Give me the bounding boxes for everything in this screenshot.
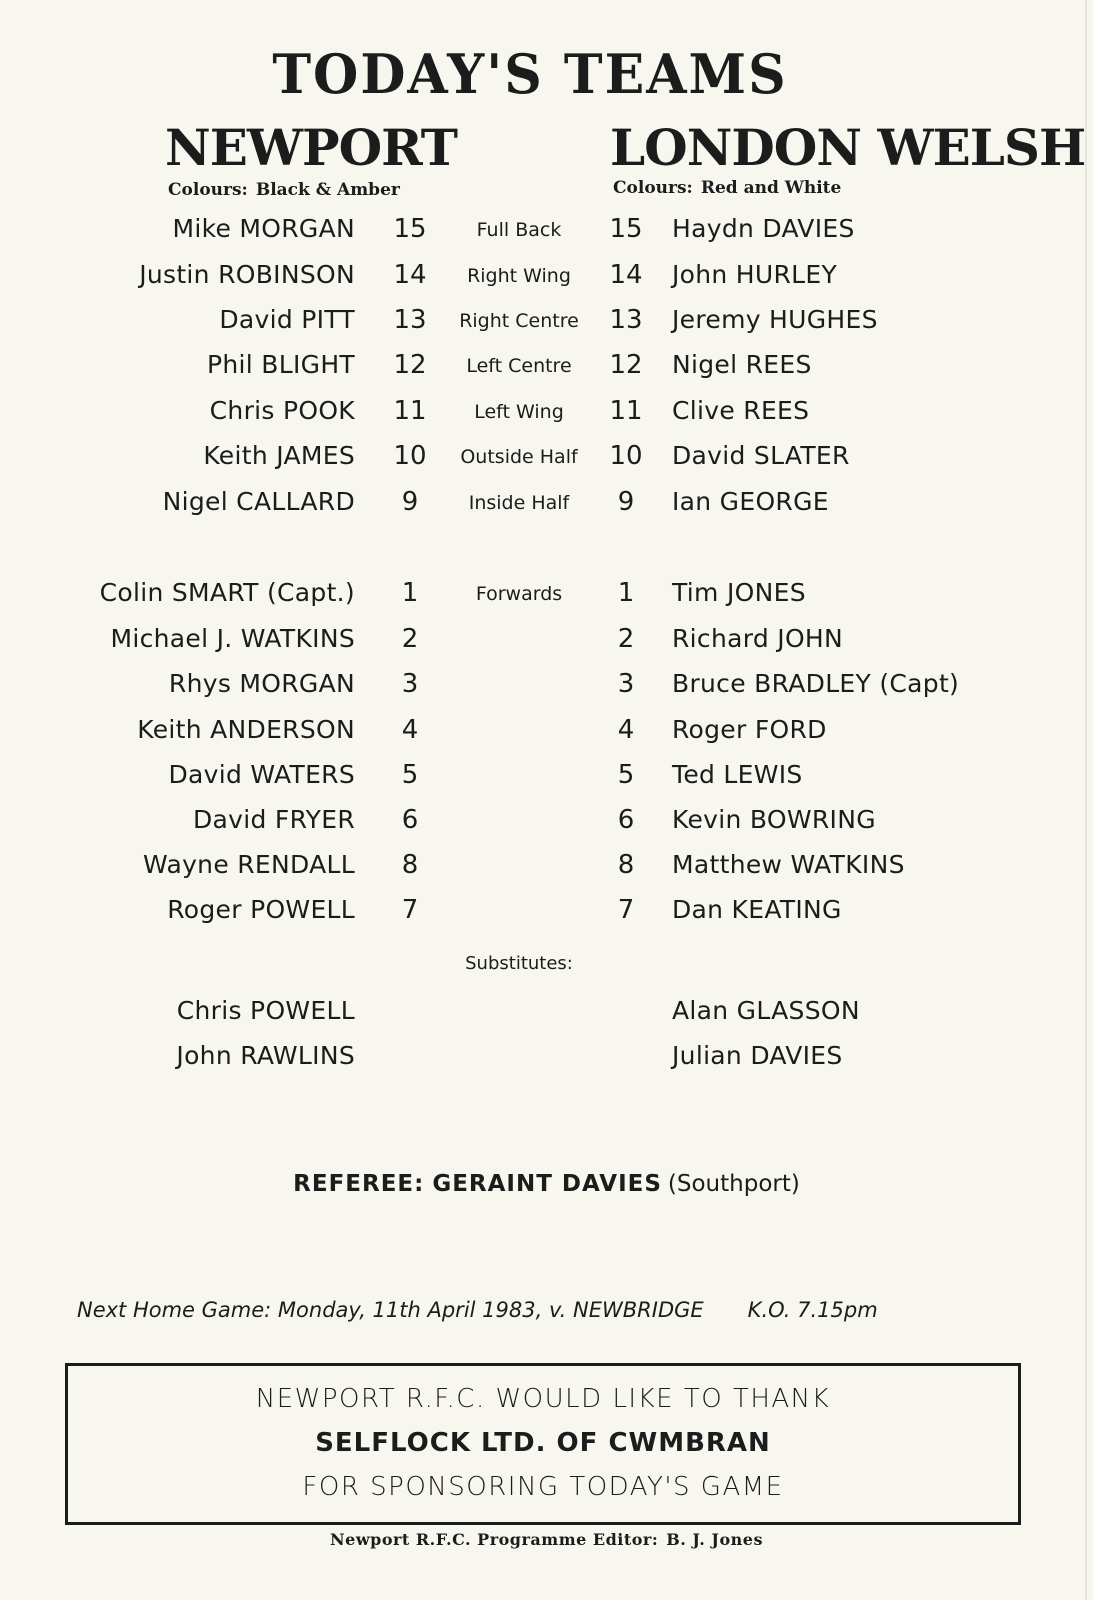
away-shirt-number: 15	[609, 214, 643, 244]
substitutes-label: Substitutes:	[465, 953, 573, 974]
referee-place: (Southport)	[667, 1171, 800, 1197]
away-player: John HURLEY	[672, 260, 838, 289]
away-player: Haydn DAVIES	[672, 214, 855, 243]
away-shirt-number: 8	[617, 850, 635, 880]
home-shirt-number: 7	[401, 895, 419, 925]
home-shirt-number: 14	[393, 260, 427, 290]
away-colours-label: Colours:	[613, 178, 693, 198]
away-shirt-number: 13	[609, 305, 643, 335]
home-shirt-number: 1	[401, 578, 419, 608]
home-team-colours	[168, 180, 400, 200]
away-substitute: Alan GLASSON	[672, 996, 860, 1025]
sponsor-line-1: NEWPORT R.F.C. WOULD LIKE TO THANK	[255, 1384, 831, 1414]
home-player: Michael J. WATKINS	[110, 624, 355, 653]
sponsor-line-3: FOR SPONSORING TODAY'S GAME	[302, 1472, 784, 1502]
referee-name: GERAINT DAVIES	[432, 1171, 662, 1197]
away-shirt-number: 11	[609, 396, 643, 426]
lineup-row-backs-1	[0, 260, 1093, 300]
kick-off-time: K.O. 7.15pm	[747, 1298, 878, 1322]
home-player: Justin ROBINSON	[139, 260, 355, 289]
home-player: David FRYER	[192, 805, 355, 834]
home-substitute: Chris POWELL	[176, 996, 355, 1025]
substitutes-row-1	[0, 1041, 1093, 1081]
sponsor-name: SELFLOCK LTD. OF CWMBRAN	[315, 1428, 771, 1458]
home-player: Keith ANDERSON	[137, 715, 355, 744]
lineup-row-forwards-2	[0, 669, 1093, 709]
lineup-row-backs-5	[0, 441, 1093, 481]
away-player: Ted LEWIS	[672, 760, 803, 789]
lineup-row-backs-6	[0, 487, 1093, 527]
lineup-row-forwards-1	[0, 624, 1093, 664]
home-shirt-number: 12	[393, 350, 427, 380]
away-shirt-number: 4	[617, 715, 635, 745]
away-player: Ian GEORGE	[672, 487, 829, 516]
editor-label: Newport R.F.C. Programme Editor:	[330, 1530, 659, 1549]
lineup-row-forwards-6	[0, 850, 1093, 890]
away-team-colours	[613, 178, 841, 198]
programme-editor	[0, 1530, 1093, 1549]
away-player: Dan KEATING	[672, 895, 842, 924]
next-game-text: Next Home Game: Monday, 11th April 1983, v. NEWBRIDGE	[77, 1298, 704, 1322]
home-shirt-number: 15	[393, 214, 427, 244]
home-colours-label: Colours:	[168, 180, 248, 200]
home-player: Roger POWELL	[167, 895, 355, 924]
lineup-row-forwards-0	[0, 578, 1093, 618]
away-player: Richard JOHN	[672, 624, 844, 653]
home-shirt-number: 3	[401, 669, 419, 699]
home-player: Mike MORGAN	[172, 214, 355, 243]
home-player: Colin SMART (Capt.)	[99, 578, 355, 607]
away-player: David SLATER	[672, 441, 850, 470]
away-shirt-number: 14	[609, 260, 643, 290]
away-shirt-number: 9	[617, 487, 635, 517]
lineup-row-backs-4	[0, 396, 1093, 436]
home-player: Phil BLIGHT	[207, 350, 355, 379]
away-shirt-number: 5	[617, 760, 635, 790]
away-shirt-number: 6	[617, 805, 635, 835]
page-title: TODAY'S TEAMS	[272, 42, 788, 107]
home-shirt-number: 8	[401, 850, 419, 880]
referee-label: REFEREE:	[293, 1171, 425, 1197]
away-shirt-number: 10	[609, 441, 643, 471]
home-shirt-number: 9	[401, 487, 419, 517]
home-player: Chris POOK	[209, 396, 355, 425]
lineup-row-forwards-3	[0, 715, 1093, 755]
position-label: Inside Half	[468, 492, 570, 514]
home-shirt-number: 5	[401, 760, 419, 790]
away-player: Bruce BRADLEY (Capt)	[672, 669, 960, 698]
home-shirt-number: 11	[393, 396, 427, 426]
home-shirt-number: 13	[393, 305, 427, 335]
lineup-row-backs-0	[0, 214, 1093, 254]
away-shirt-number: 1	[617, 578, 635, 608]
home-player: Keith JAMES	[203, 441, 355, 470]
home-team-name: NEWPORT	[165, 118, 457, 177]
away-player: Roger FORD	[672, 715, 827, 744]
position-label: Right Wing	[467, 265, 571, 287]
away-team-name: LONDON WELSH	[610, 118, 1086, 177]
home-substitute: John RAWLINS	[176, 1041, 355, 1070]
home-player: David PITT	[219, 305, 355, 334]
home-shirt-number: 2	[401, 624, 419, 654]
forwards-label: Forwards	[475, 583, 563, 605]
sponsor-box	[65, 1363, 1021, 1525]
position-label: Left Centre	[466, 355, 572, 377]
lineup-row-backs-3	[0, 350, 1093, 390]
home-shirt-number: 6	[401, 805, 419, 835]
home-player: Wayne RENDALL	[143, 850, 355, 879]
next-home-game	[77, 1298, 878, 1322]
away-shirt-number: 2	[617, 624, 635, 654]
lineup-row-forwards-5	[0, 805, 1093, 845]
position-label: Full Back	[476, 219, 562, 241]
position-label: Outside Half	[460, 446, 578, 468]
home-player: David WATERS	[168, 760, 355, 789]
away-substitute: Julian DAVIES	[672, 1041, 843, 1070]
home-shirt-number: 4	[401, 715, 419, 745]
home-colours-value: Black & Amber	[255, 180, 400, 200]
away-shirt-number: 3	[617, 669, 635, 699]
lineup-row-forwards-7	[0, 895, 1093, 935]
away-colours-value: Red and White	[700, 178, 842, 198]
lineup-row-backs-2	[0, 305, 1093, 345]
home-shirt-number: 10	[393, 441, 427, 471]
editor-name: B. J. Jones	[666, 1530, 763, 1549]
away-player: Jeremy HUGHES	[672, 305, 878, 334]
referee-line	[0, 1171, 1093, 1197]
away-player: Tim JONES	[672, 578, 806, 607]
away-shirt-number: 7	[617, 895, 635, 925]
position-label: Left Wing	[474, 401, 564, 423]
substitutes-row-0	[0, 996, 1093, 1036]
away-player: Matthew WATKINS	[672, 850, 905, 879]
away-player: Kevin BOWRING	[672, 805, 876, 834]
home-player: Nigel CALLARD	[162, 487, 355, 516]
away-shirt-number: 12	[609, 350, 643, 380]
away-player: Clive REES	[672, 396, 810, 425]
home-player: Rhys MORGAN	[168, 669, 355, 698]
lineup-row-forwards-4	[0, 760, 1093, 800]
away-player: Nigel REES	[672, 350, 812, 379]
position-label: Right Centre	[459, 310, 579, 332]
